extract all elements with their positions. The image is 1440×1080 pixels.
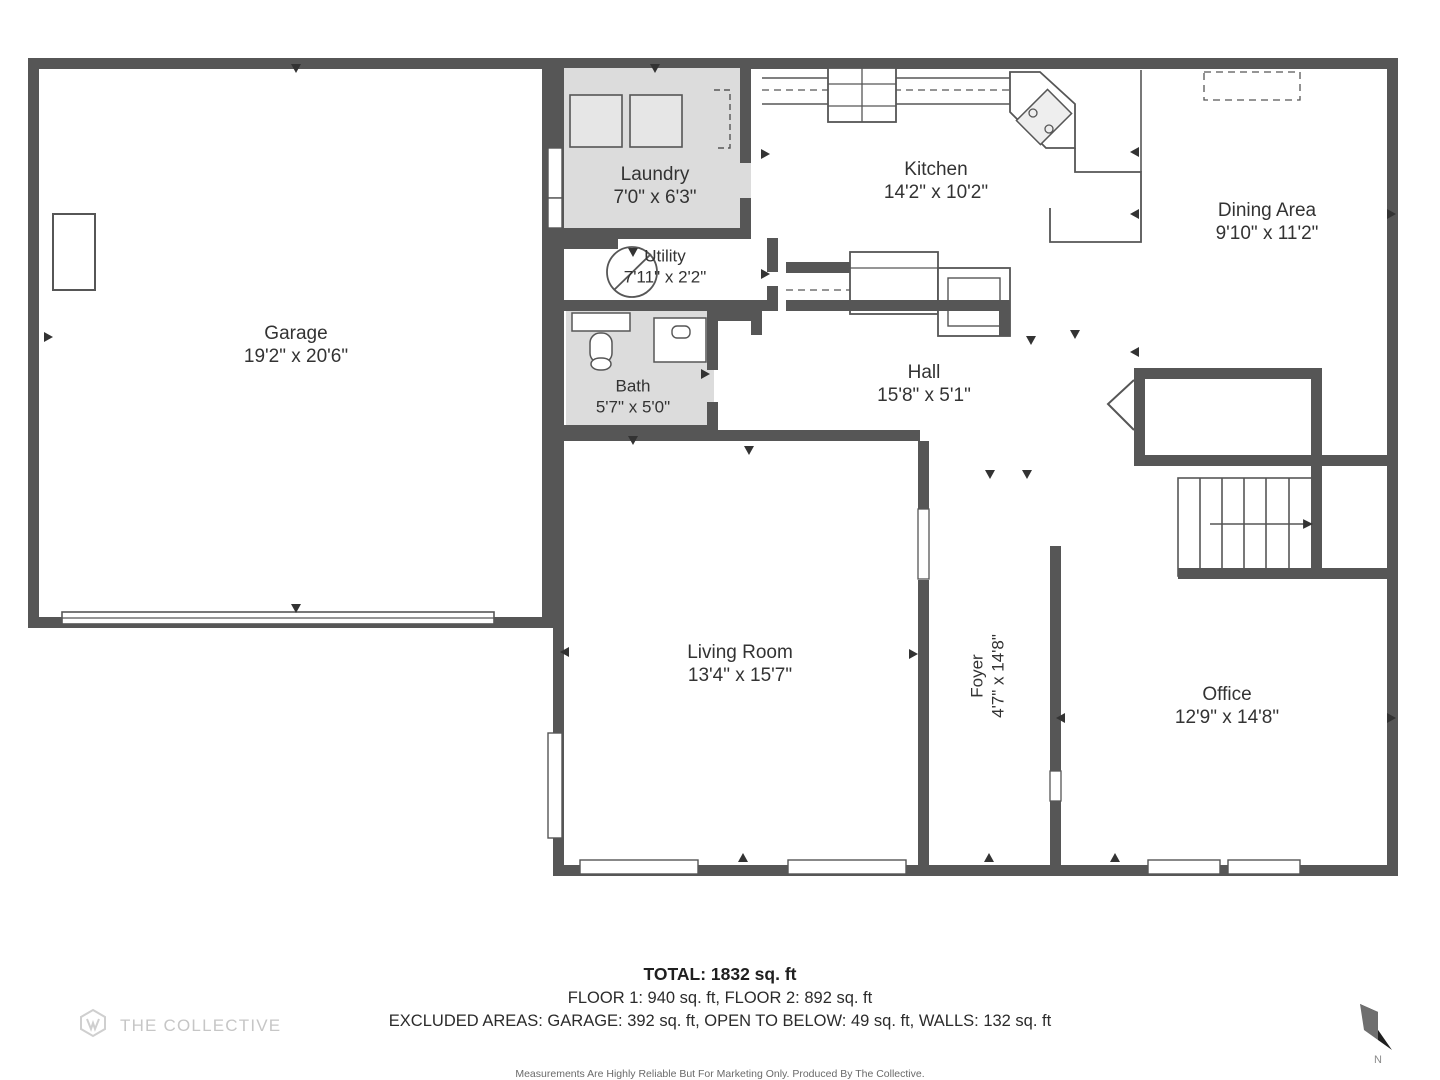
brand-name: THE COLLECTIVE	[120, 1015, 282, 1035]
total-area: TOTAL: 1832 sq. ft	[643, 964, 797, 984]
room-name: Garage	[264, 322, 328, 344]
compass-north-arrow-icon	[1352, 1000, 1412, 1072]
room-dimensions: 13'4" x 15'7"	[687, 665, 793, 686]
excluded-areas: EXCLUDED AREAS: GARAGE: 392 sq. ft, OPEN TO BELOW: 49 sq. ft, WALLS: 132 sq. ft	[388, 1012, 1052, 1031]
room-name: Hall	[907, 361, 941, 383]
room-name: Foyer	[967, 654, 987, 698]
room-name: Bath	[615, 376, 651, 396]
room-name: Office	[1202, 683, 1252, 705]
room-dimensions: 9'10" x 11'2"	[1215, 223, 1319, 244]
room-dimensions: 15'8" x 5'1"	[877, 385, 971, 406]
room-dimensions: 7'0" x 6'3"	[613, 187, 697, 208]
room-name: Laundry	[620, 163, 690, 185]
brand-logo	[78, 1008, 281, 1043]
room-name: Dining Area	[1217, 199, 1317, 221]
room-name: Utility	[644, 246, 686, 266]
room-dimensions: 5'7" x 5'0"	[595, 397, 671, 416]
disclaimer-text: Measurements Are Highly Reliable But For Marketing Only. Produced By The Collective.	[515, 1068, 925, 1080]
room-dimensions: 19'2" x 20'6"	[243, 346, 349, 367]
compass-north-label: N	[1374, 1054, 1382, 1066]
room-dimensions: 14'2" x 10'2"	[883, 182, 989, 203]
room-dimensions: 12'9" x 14'8"	[1174, 707, 1280, 728]
room-dimensions: 7'11" x 2'2"	[623, 267, 707, 286]
walls-layer	[28, 58, 1398, 876]
floor-breakdown: FLOOR 1: 940 sq. ft, FLOOR 2: 892 sq. ft	[567, 988, 873, 1007]
room-name: Living Room	[687, 641, 793, 663]
collective-hex-logo-icon	[78, 1008, 108, 1043]
room-dimensions: 4'7" x 14'8"	[988, 634, 1007, 718]
room-name: Kitchen	[904, 158, 968, 180]
